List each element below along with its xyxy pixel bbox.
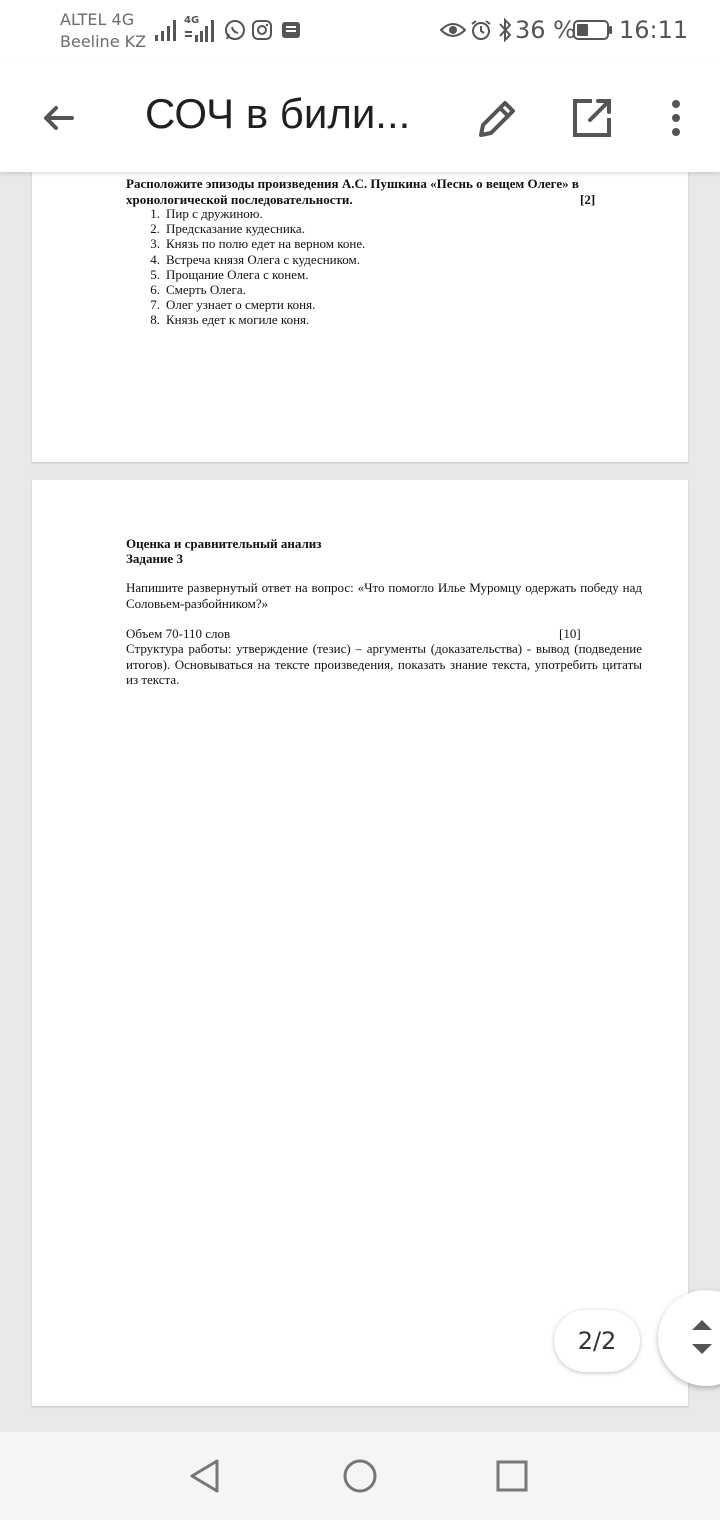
document-page-2 — [32, 480, 688, 1406]
list-item — [126, 236, 365, 251]
section-title: Оценка и сравнительный анализ — [126, 536, 322, 551]
whatsapp-icon — [224, 19, 246, 41]
document-page-1 — [32, 172, 688, 462]
nav-recents-icon — [490, 1454, 534, 1498]
page-indicator: 2/2 — [554, 1310, 640, 1372]
bluetooth-icon — [498, 18, 512, 42]
list-item-text: Предсказание кудесника. — [166, 221, 305, 237]
task-title: Задание 3 — [126, 551, 183, 566]
list-item-text: Смерть Олега. — [166, 282, 246, 298]
app-bar — [0, 62, 720, 172]
nav-back-button[interactable] — [184, 1454, 228, 1498]
nav-home-button[interactable] — [338, 1454, 382, 1498]
open-in-app-button[interactable] — [566, 92, 622, 148]
clock: 16:11 — [619, 16, 689, 44]
navigation-bar — [0, 1432, 720, 1520]
list-item — [126, 312, 365, 327]
task-points: [2] — [580, 192, 596, 207]
list-item-number: 7. — [150, 297, 160, 313]
list-item — [126, 282, 365, 297]
list-item-number: 3. — [150, 236, 160, 252]
nav-back-icon — [184, 1454, 228, 1498]
network-label: 4G — [184, 15, 200, 26]
edit-button[interactable] — [470, 92, 526, 148]
task-question: Напишите развернутый ответ на вопрос: «Что помогло Илье Муромцу одержать победу над Соловьем-разбойником?» — [126, 580, 642, 611]
nav-recents-button[interactable] — [490, 1454, 534, 1498]
structure-text: Структура работы: утверждение (тезис) – аргументы (доказательства) - вывод (подведение итогов). Основываться на тексте произведения, показать знание текста, употребить цитаты из текста. — [126, 641, 642, 687]
list-item — [126, 267, 365, 282]
task-heading: Расположите эпизоды произведения А.С. Пушкина «Песнь о вещем Олеге» в хронологической последовательности. — [126, 176, 579, 207]
alarm-icon — [470, 19, 492, 41]
eye-icon — [440, 20, 466, 40]
open-external-icon — [566, 92, 622, 148]
instagram-icon — [252, 20, 272, 40]
list-item-number: 6. — [150, 282, 160, 298]
list-item-text: Пир с дружиною. — [166, 206, 263, 221]
back-arrow-icon — [28, 92, 84, 148]
nav-home-icon — [338, 1454, 382, 1498]
signal-4g-icon — [184, 17, 218, 43]
carrier-2: Beeline KZ — [60, 32, 147, 51]
list-item-number: 4. — [150, 251, 160, 267]
carrier-1: ALTEL 4G — [60, 10, 135, 29]
list-item — [126, 221, 365, 236]
battery-icon — [573, 19, 613, 41]
signal-icon — [154, 18, 178, 42]
list-item — [126, 297, 365, 312]
fast-scroll-handle[interactable] — [658, 1290, 720, 1386]
list-item-text: Князь по полю едет на верном коне. — [166, 236, 366, 252]
list-item-number: 5. — [150, 266, 160, 282]
more-vert-icon — [656, 92, 696, 148]
list-item-text: Встреча князя Олега с кудесником. — [166, 251, 361, 267]
edit-pencil-icon — [470, 92, 526, 148]
status-bar — [0, 0, 720, 62]
episode-list — [126, 206, 365, 328]
list-item-number: 8. — [150, 312, 160, 328]
battery-percent: 36 % — [515, 16, 576, 44]
word-volume: Объем 70-110 слов — [126, 626, 231, 641]
more-options-button[interactable] — [656, 92, 696, 148]
task-points: [10] — [559, 626, 581, 641]
notification-icon — [281, 20, 301, 40]
list-item-text: Князь едет к могиле коня. — [166, 312, 310, 328]
list-item-number: 2. — [150, 221, 160, 237]
list-item-text: Прощание Олега с конем. — [166, 266, 309, 282]
scroll-arrows-icon — [658, 1290, 720, 1386]
document-title: СОЧ в били... — [145, 90, 411, 137]
list-item-number: 1. — [150, 206, 160, 221]
back-button[interactable] — [28, 92, 84, 148]
list-item — [126, 206, 365, 221]
list-item-text: Олег узнает о смерти коня. — [166, 297, 316, 313]
list-item — [126, 252, 365, 267]
